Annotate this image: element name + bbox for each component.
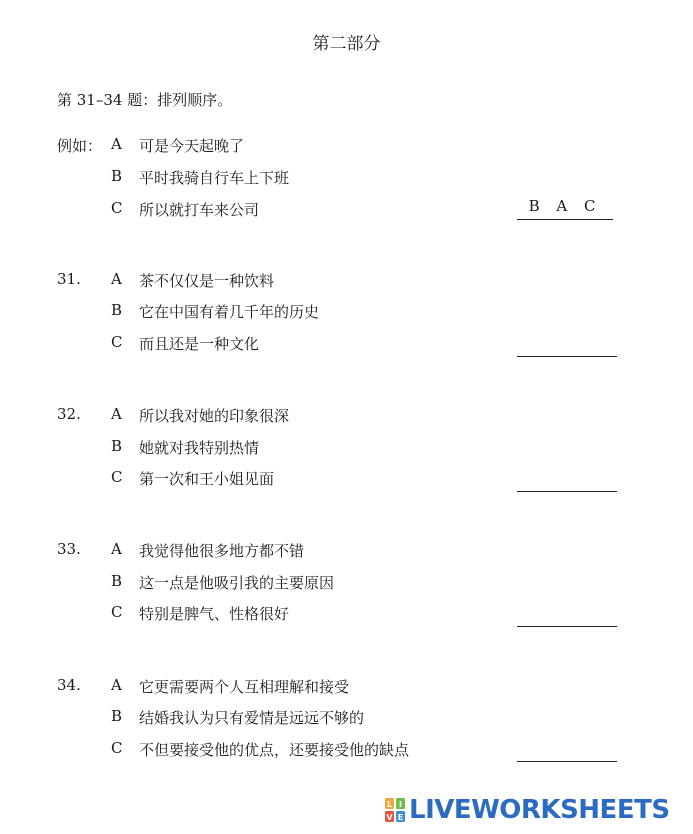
live-blocks-icon	[384, 797, 406, 823]
option-text: 结婚我认为只有爱情是远远不够的	[139, 709, 365, 727]
option-letter: B	[111, 437, 123, 455]
question-number: 31.	[57, 270, 81, 288]
option-letter: A	[111, 270, 122, 288]
example-answer: B A C	[517, 197, 613, 220]
option-letter: A	[111, 676, 122, 694]
option-text: 平时我骑自行车上下班	[139, 169, 290, 187]
question-number: 32.	[57, 405, 81, 423]
option-letter: B	[111, 167, 123, 185]
option-text: 她就对我特别热情	[139, 439, 260, 457]
option-letter: B	[111, 572, 123, 590]
liveworksheets-logo	[384, 795, 670, 825]
option-letter: A	[111, 540, 122, 558]
svg-text:E: E	[397, 813, 404, 822]
answer-input-31[interactable]	[517, 333, 617, 357]
answer-input-32[interactable]	[517, 468, 617, 492]
option-text: 可是今天起晚了	[139, 137, 245, 155]
option-letter: C	[111, 468, 123, 486]
option-text: 特别是脾气、性格很好	[139, 605, 290, 623]
option-text: 所以就打车来公司	[139, 201, 260, 219]
option-text: 它更需要两个人互相理解和接受	[139, 678, 350, 696]
option-text: 这一点是他吸引我的主要原因	[139, 574, 335, 592]
page-title: 第二部分	[312, 34, 381, 54]
question-number: 34.	[57, 676, 81, 694]
question-number: 33.	[57, 540, 81, 558]
example-label: 例如：	[57, 137, 103, 155]
option-letter: B	[111, 707, 123, 725]
option-text: 它在中国有着几千年的历史	[139, 303, 320, 321]
option-letter: A	[111, 135, 122, 153]
option-letter: C	[111, 199, 123, 217]
svg-text:V: V	[386, 813, 393, 822]
option-letter: A	[111, 405, 122, 423]
option-text: 而且还是一种文化	[139, 335, 260, 353]
svg-text:I: I	[399, 800, 402, 809]
option-letter: C	[111, 333, 123, 351]
answer-input-33[interactable]	[517, 603, 617, 627]
option-letter: C	[111, 739, 123, 757]
option-letter: B	[111, 301, 123, 319]
option-text: 第一次和王小姐见面	[139, 470, 275, 488]
option-text: 所以我对她的印象很深	[139, 407, 290, 425]
option-text: 我觉得他很多地方都不错	[139, 542, 305, 560]
option-text: 不但要接受他的优点，还要接受他的缺点	[139, 741, 410, 759]
option-text: 茶不仅仅是一种饮料	[139, 272, 275, 290]
brand-text: LIVEWORKSHEETS	[409, 795, 670, 825]
instruction-text: 第 31–34 题：排列顺序。	[57, 91, 233, 109]
svg-text:L: L	[386, 800, 393, 809]
answer-input-34[interactable]	[517, 738, 617, 762]
option-letter: C	[111, 603, 123, 621]
